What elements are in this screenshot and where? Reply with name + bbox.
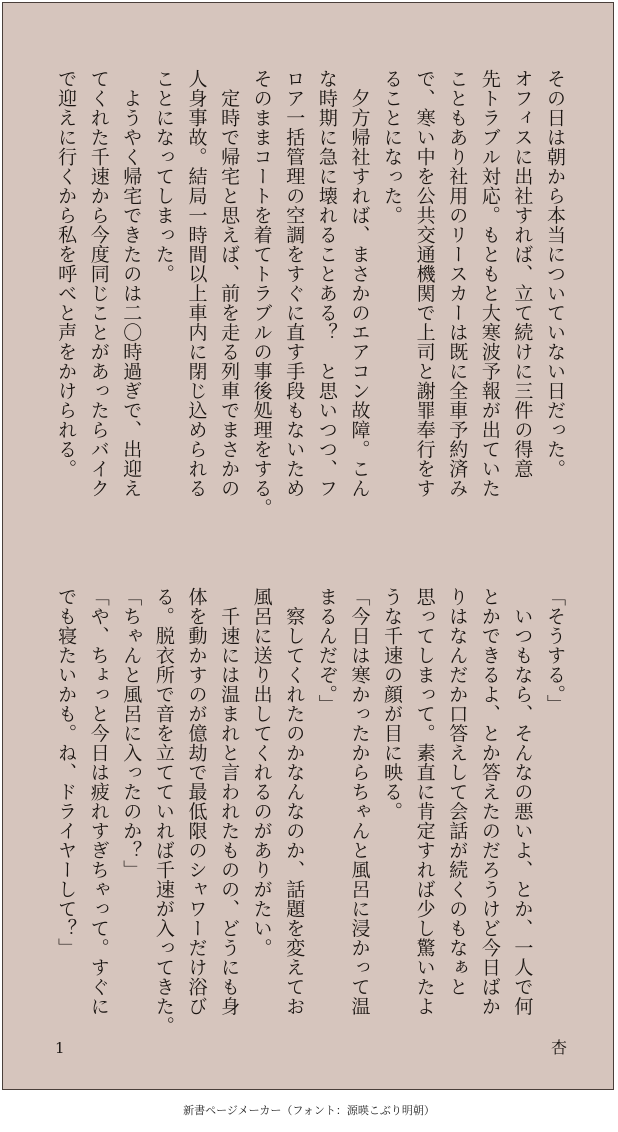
text-line: とかできるよ、とか答えたのだろうけど今日ばか <box>478 587 501 1016</box>
text-line: ることになった。 <box>381 69 404 225</box>
text-line: 先トラブル対応。もともと大寒波予報が出ていた <box>478 69 501 498</box>
text-block-bottom <box>50 587 572 1047</box>
text-line: うな千速の顔が目に映る。 <box>381 587 404 821</box>
text-line: ようやく帰宅できたのは二〇時過ぎで、出迎え <box>120 69 143 498</box>
text-line: ことになってしまった。 <box>152 69 175 284</box>
text-line: 夕方帰社すれば、まさかのエアコン故障。こん <box>348 69 371 498</box>
text-line: で迎えに行くから私を呼べと声をかけられる。 <box>55 69 78 479</box>
text-line: いつもなら、そんなの悪いよ、とか、一人で何 <box>511 587 534 1016</box>
text-line: 「今日は寒かったからちゃんと風呂に浸かって温 <box>348 587 371 1016</box>
text-line: る。脱衣所で音を立てていれば千速が入ってきた。 <box>152 587 175 1036</box>
text-line: まるんだぞ。」 <box>315 587 338 714</box>
text-line: ロア一括管理の空調をすぐに直す手段もないため <box>283 69 306 498</box>
author-name: 杏 <box>551 1038 568 1057</box>
text-line: 定時で帰宅と思えば、前を走る列車でまさかの <box>218 69 241 498</box>
text-line: 千速には温まれと言われたものの、どうにも身 <box>218 587 241 1016</box>
text-line: でも寝たいかも。ね、ドライヤーして？」 <box>55 587 78 958</box>
text-line: 風呂に送り出してくれるのがありがたい。 <box>250 587 273 958</box>
text-line: 「や、ちょっと今日は疲れすぎちゃって。すぐに <box>87 587 110 1016</box>
text-block-top <box>50 69 572 569</box>
text-line: な時期に急に壊れることある？ と思いつつ、フ <box>315 69 338 498</box>
book-page <box>2 2 614 1090</box>
text-line: りはなんだか口答えして会話が続くのもなぁと <box>446 587 469 997</box>
text-line: 察してくれたのかなんなのか、話題を変えてお <box>283 587 306 1016</box>
text-line: そのままコートを着てトラブルの事後処理をする。 <box>250 69 273 518</box>
text-line: オフィスに出社すれば、立て続けに三件の得意 <box>511 69 534 479</box>
text-line: 人身事故。結局一時間以上車内に閉じ込められる <box>185 69 208 498</box>
text-line: 思ってしまって。素直に肯定すれば少し驚いたよ <box>413 587 436 1016</box>
text-line: で、寒い中を公共交通機関で上司と謝罪奉行をす <box>413 69 436 498</box>
text-line: 「そうする。」 <box>544 587 566 714</box>
text-line: その日は朝から本当についていない日だった。 <box>544 69 566 479</box>
generator-credit: 新書ページメーカー（フォント：源暎こぶり明朝） <box>183 1104 435 1117</box>
text-line: 「ちゃんと風呂に入ったのか？」 <box>120 587 143 880</box>
page-number: 1 <box>55 1039 65 1057</box>
text-line: 体を動かすのが億劫で最低限のシャワーだけ浴び <box>185 587 208 1016</box>
text-line: こともあり社用のリースカーは既に全車予約済み <box>446 69 469 498</box>
text-line: てくれた千速から今度同じことがあったらバイク <box>87 69 110 498</box>
